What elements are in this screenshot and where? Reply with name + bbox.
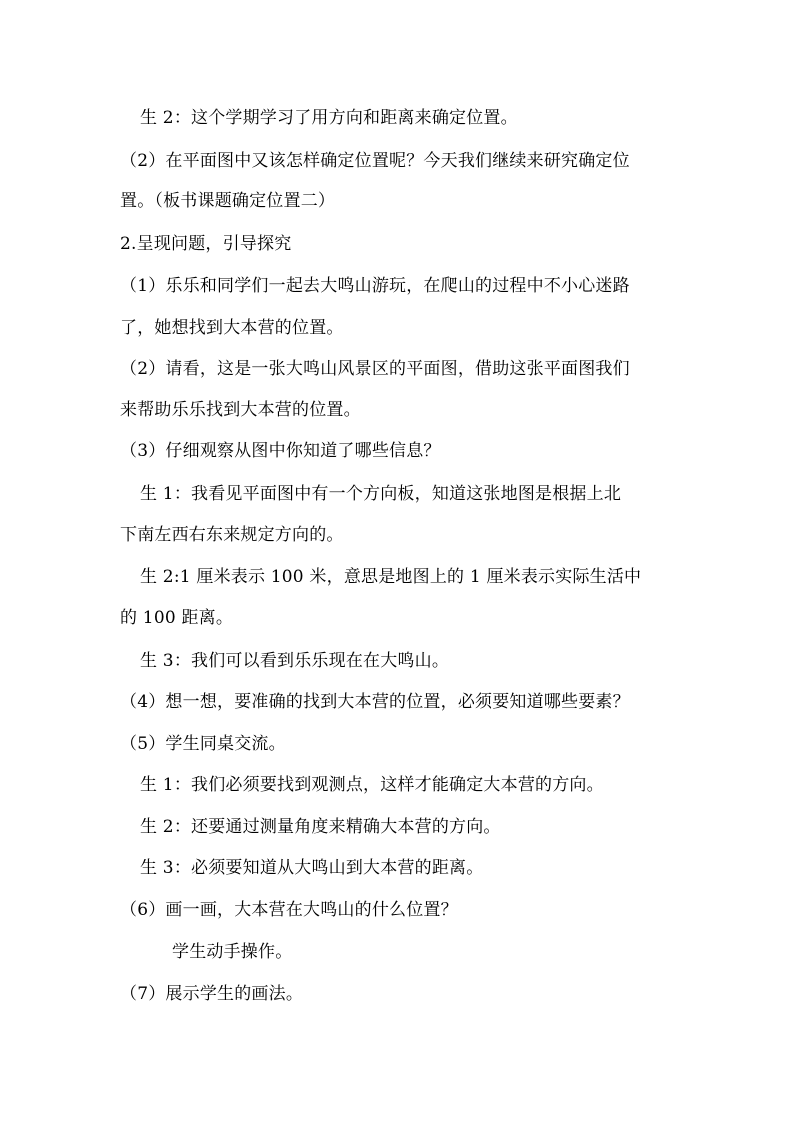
text-line: 下南左西右东来规定方向的。	[120, 525, 344, 545]
text-line: （2）在平面图中又该怎样确定位置呢？今天我们继续来研究确定位	[120, 151, 630, 171]
text-line: 生 1：我看见平面图中有一个方向板，知道这张地图是根据上北	[140, 484, 622, 504]
text-line: 置。（板书课题确定位置二）	[120, 191, 336, 211]
section-heading: 2.呈现问题，引导探究	[120, 234, 292, 254]
text-line: 学生动手操作。	[172, 942, 293, 962]
text-line: 的 100 距离。	[120, 608, 234, 628]
text-line: 生 2:1 厘米表示 100 米，意思是地图上的 1 厘米表示实际生活中	[140, 567, 642, 587]
text-line: （4）想一想，要准确的找到大本营的位置，必须要知道哪些要素？	[120, 692, 630, 712]
text-line: （7）展示学生的画法。	[120, 984, 304, 1004]
text-line: （2）请看，这是一张大鸣山风景区的平面图，借助这张平面图我们	[120, 359, 630, 379]
text-line: （3）仔细观察从图中你知道了哪些信息？	[120, 441, 441, 461]
text-line: （5）学生同桌交流。	[120, 734, 286, 754]
text-line: （6）画一画，大本营在大鸣山的什么位置？	[120, 900, 458, 920]
text-line: 来帮助乐乐找到大本营的位置。	[120, 400, 361, 420]
text-line: 生 1：我们必须要找到观测点，这样才能确定大本营的方向。	[140, 775, 604, 795]
text-line: （1）乐乐和同学们一起去大鸣山游玩，在爬山的过程中不小心迷路	[120, 276, 630, 296]
text-line: 生 2：还要通过测量角度来精确大本营的方向。	[140, 817, 501, 837]
text-line: 生 3：我们可以看到乐乐现在在大鸣山。	[140, 651, 450, 671]
text-line: 生 2：这个学期学习了用方向和距离来确定位置。	[140, 108, 518, 128]
text-line: 了，她想找到大本营的位置。	[120, 318, 344, 338]
text-line: 生 3：必须要知道从大鸣山到大本营的距离。	[140, 858, 484, 878]
